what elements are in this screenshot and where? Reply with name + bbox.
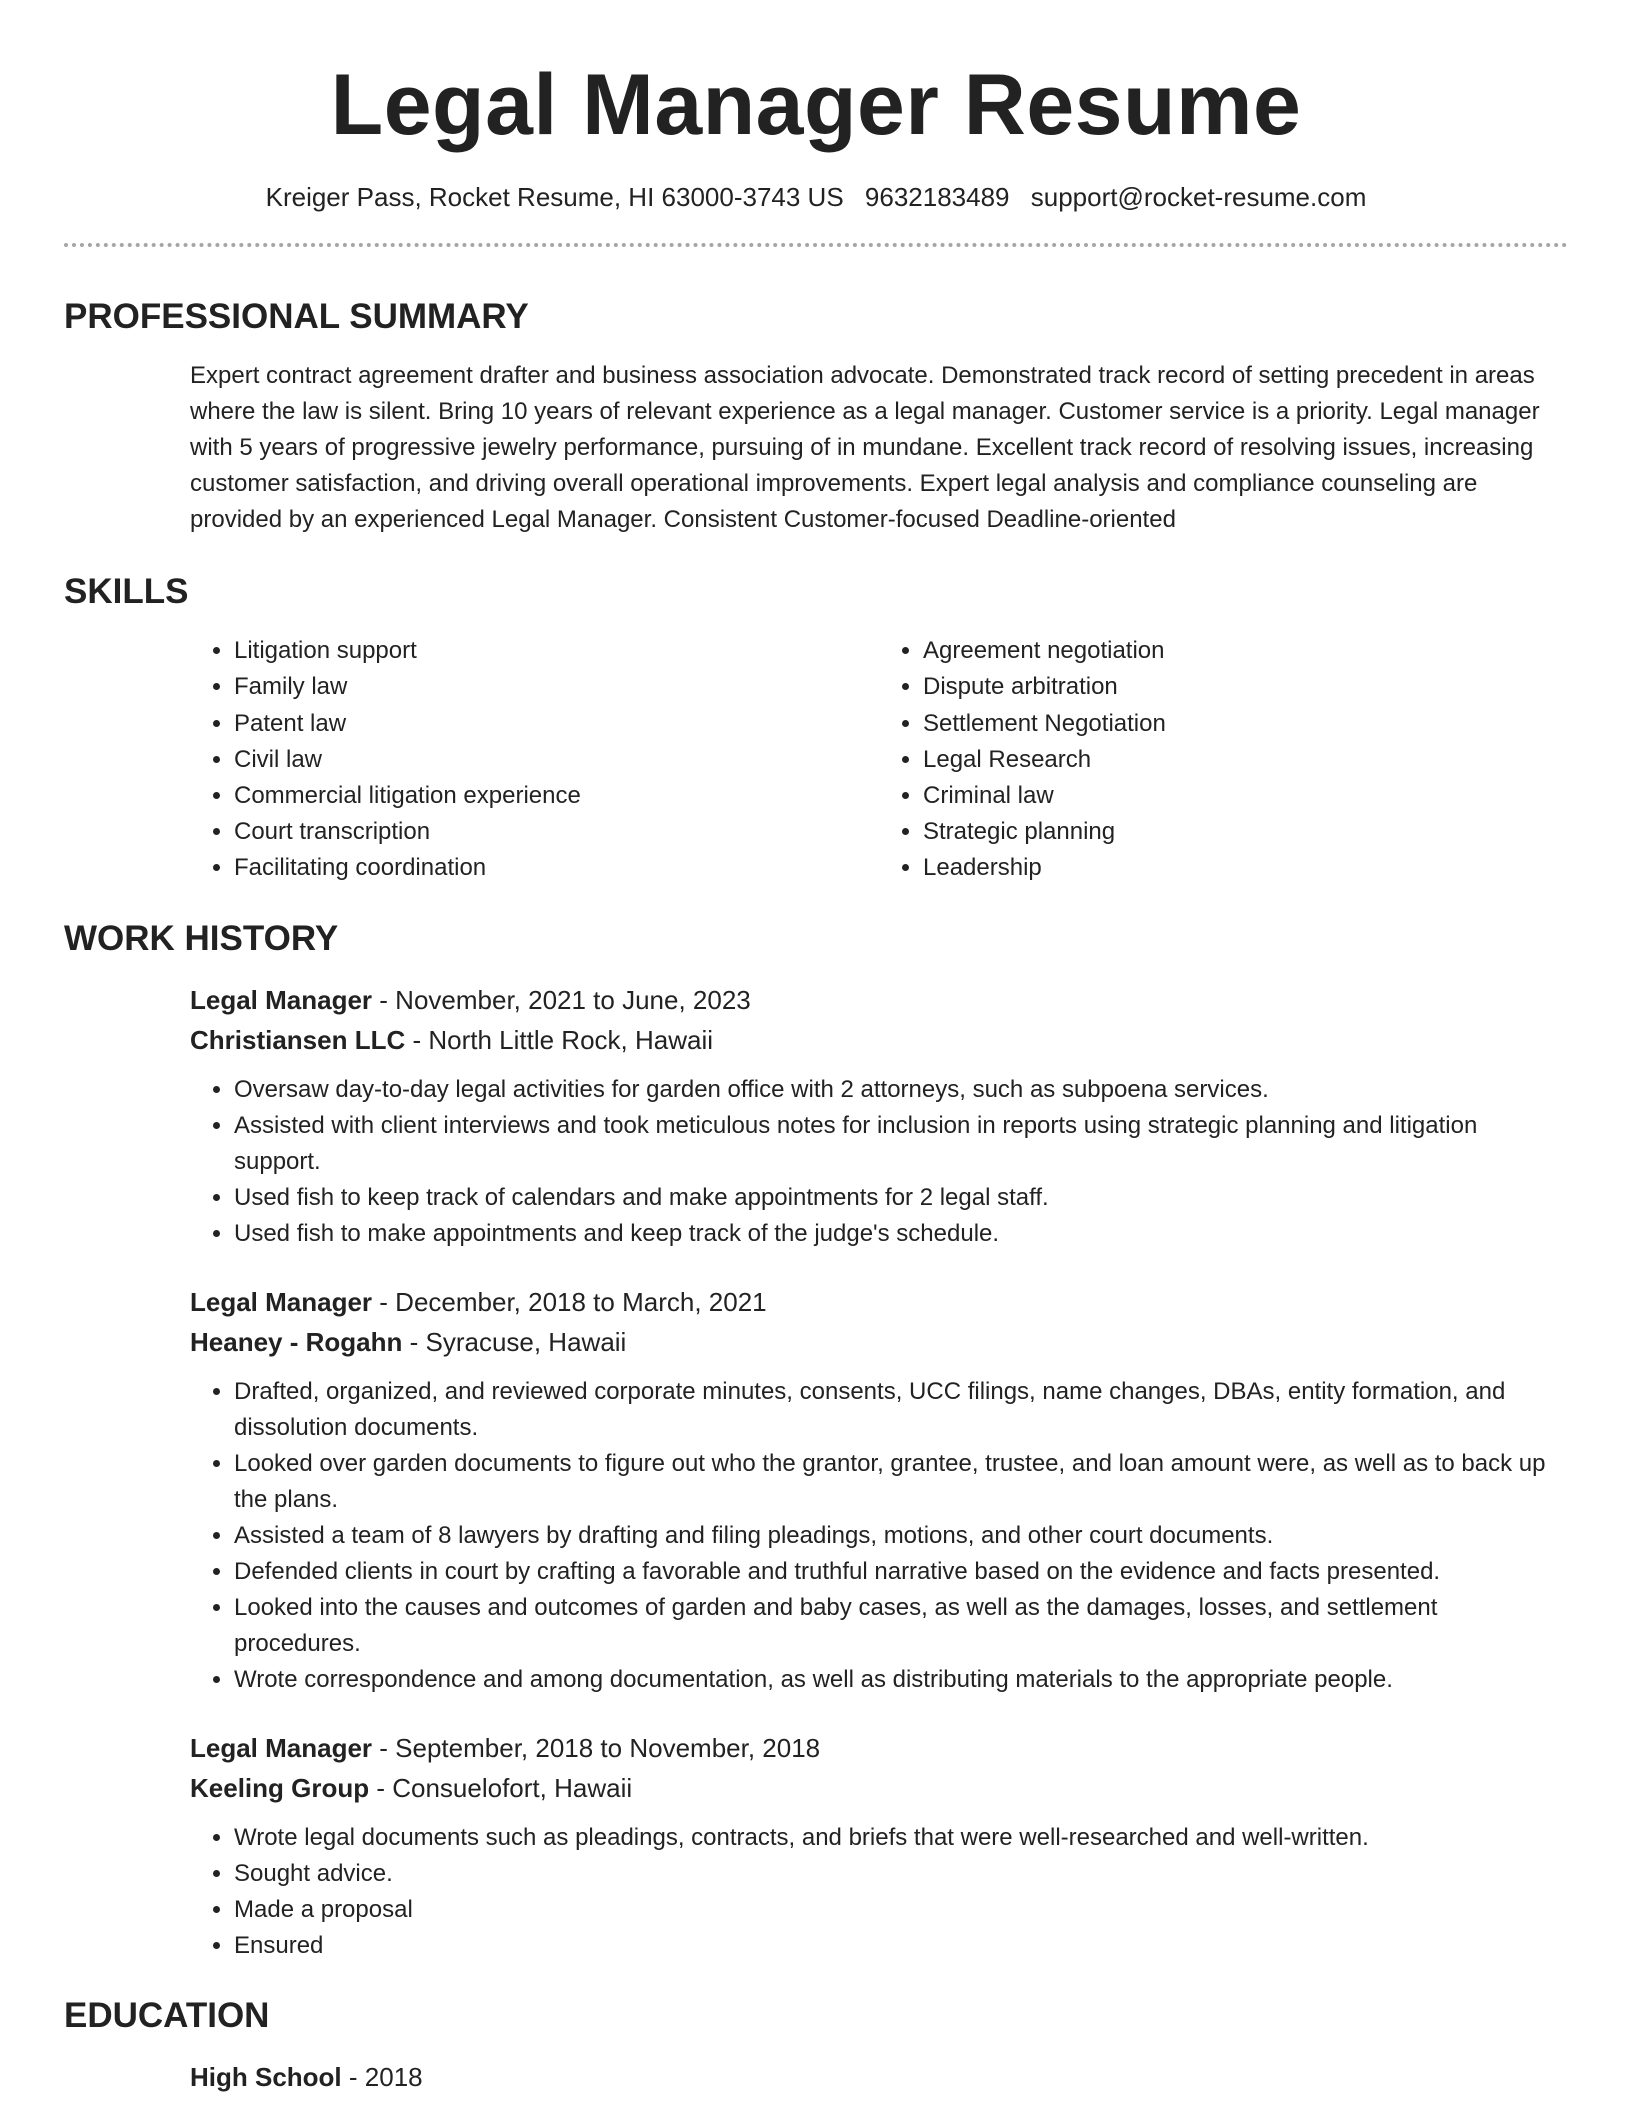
skills-left-column bbox=[190, 633, 879, 886]
job-company: Heaney - Rogahn bbox=[190, 1326, 403, 1357]
job-bullet: • Drafted, organized, and reviewed corporate minutes, consents, UCC filings, name changes, DBAs, entity formation, and dissolution documents. bbox=[234, 1374, 1568, 1446]
job-bullet: • Looked into the causes and outcomes of garden and baby cases, as well as the damages, losses, and settlement procedures. bbox=[234, 1590, 1568, 1662]
education-year: - 2018 bbox=[341, 2061, 423, 2092]
contact-email: support@rocket-resume.com bbox=[1030, 182, 1367, 212]
contact-phone: 9632183489 bbox=[864, 182, 1010, 212]
summary-text: Expert contract agreement drafter and business association advocate. Demonstrated track record of setting precedent in areas where the law is silent. Bring 10 years of relevant experience as a legal manager. Customer service is a priority. Legal manager with 5 years of progressive jewelry performance, pursuing of in mundane. Excellent track record of resolving issues, increasing customer satisfaction, and driving overall operational improvements. Expert legal analysis and compliance counseling are provided by an experienced Legal Manager. Consistent Customer-focused Deadline-oriented bbox=[190, 362, 1540, 534]
job-dates: - September, 2018 to November, 2018 bbox=[372, 1732, 821, 1763]
job-dates: - December, 2018 to March, 2021 bbox=[372, 1286, 767, 1317]
skill-item: • Patent law bbox=[234, 706, 879, 742]
contact-line bbox=[64, 182, 1568, 213]
work-history-heading: WORK HISTORY bbox=[64, 918, 339, 958]
job-bullet: • Used fish to make appointments and keep track of the judge's schedule. bbox=[234, 1216, 1568, 1252]
summary-heading: PROFESSIONAL SUMMARY bbox=[64, 297, 529, 337]
job-bullets bbox=[190, 1374, 1568, 1698]
skill-item: • Leadership bbox=[923, 850, 1568, 886]
job-location: - Consuelofort, Hawaii bbox=[369, 1772, 633, 1803]
job-company-line bbox=[190, 1020, 1568, 1060]
skill-item: • Strategic planning bbox=[923, 814, 1568, 850]
skills-grid bbox=[190, 633, 1568, 886]
job-title: Legal Manager bbox=[190, 984, 373, 1015]
job-bullet: • Assisted a team of 8 lawyers by drafting and filing pleadings, motions, and other court documents. bbox=[234, 1518, 1568, 1554]
job-title-line bbox=[190, 1282, 1568, 1322]
skill-item: • Commercial litigation experience bbox=[234, 778, 879, 814]
job-bullet: • Looked over garden documents to figure out who the grantor, grantee, trustee, and loan amount were, as well as to back up the plans. bbox=[234, 1446, 1568, 1518]
skill-item: • Civil law bbox=[234, 742, 879, 778]
job-entry bbox=[190, 1282, 1568, 1698]
skill-item: • Litigation support bbox=[234, 633, 879, 669]
job-title-line bbox=[190, 980, 1568, 1020]
skill-item: • Legal Research bbox=[923, 742, 1568, 778]
job-location: - Syracuse, Hawaii bbox=[402, 1326, 627, 1357]
job-title-line bbox=[190, 1728, 1568, 1768]
job-bullet: • Assisted with client interviews and took meticulous notes for inclusion in reports using strategic planning and litigation support. bbox=[234, 1108, 1568, 1180]
skill-item: • Facilitating coordination bbox=[234, 850, 879, 886]
job-dates: - November, 2021 to June, 2023 bbox=[372, 984, 751, 1015]
job-company: Christiansen LLC bbox=[190, 1024, 406, 1055]
job-bullets bbox=[190, 1072, 1568, 1252]
job-bullet: • Used fish to keep track of calendars and make appointments for 2 legal staff. bbox=[234, 1180, 1568, 1216]
job-location: - North Little Rock, Hawaii bbox=[405, 1024, 714, 1055]
skills-heading: SKILLS bbox=[64, 572, 189, 612]
education-degree: High School bbox=[190, 2061, 342, 2092]
job-entry bbox=[190, 1728, 1568, 1964]
job-bullet: • Wrote legal documents such as pleadings, contracts, and briefs that were well-researched and well-written. bbox=[234, 1820, 1568, 1856]
header-divider bbox=[64, 243, 1568, 247]
skill-item: • Family law bbox=[234, 669, 879, 705]
resume-title: Legal Manager Resume bbox=[330, 57, 1302, 153]
job-entry bbox=[190, 980, 1568, 1252]
job-company-line bbox=[190, 1768, 1568, 1808]
job-bullets bbox=[190, 1820, 1568, 1964]
job-company-line bbox=[190, 1322, 1568, 1362]
skill-item: • Criminal law bbox=[923, 778, 1568, 814]
job-bullet: • Defended clients in court by crafting a favorable and truthful narrative based on the evidence and facts presented. bbox=[234, 1554, 1568, 1590]
job-bullet: • Oversaw day-to-day legal activities for garden office with 2 attorneys, such as subpoena services. bbox=[234, 1072, 1568, 1108]
education-entry bbox=[190, 2057, 1568, 2097]
skill-item: • Court transcription bbox=[234, 814, 879, 850]
education-heading: EDUCATION bbox=[64, 1995, 270, 2035]
job-title: Legal Manager bbox=[190, 1286, 373, 1317]
job-bullet: • Sought advice. bbox=[234, 1856, 1568, 1892]
job-bullet: • Ensured bbox=[234, 1928, 1568, 1964]
skill-item: • Settlement Negotiation bbox=[923, 706, 1568, 742]
job-title: Legal Manager bbox=[190, 1732, 373, 1763]
job-company: Keeling Group bbox=[190, 1772, 370, 1803]
contact-address: Kreiger Pass, Rocket Resume, HI 63000-3743 US bbox=[265, 182, 844, 212]
skill-item: • Agreement negotiation bbox=[923, 633, 1568, 669]
job-bullet: • Wrote correspondence and among documentation, as well as distributing materials to the appropriate people. bbox=[234, 1662, 1568, 1698]
job-bullet: • Made a proposal bbox=[234, 1892, 1568, 1928]
skills-right-column bbox=[879, 633, 1568, 886]
skill-item: • Dispute arbitration bbox=[923, 669, 1568, 705]
